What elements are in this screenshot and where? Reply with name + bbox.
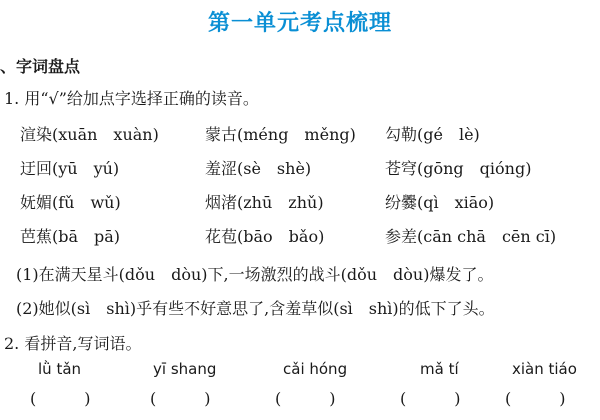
pinyin-word: xiàn tiáo	[512, 360, 577, 378]
question-2-prompt: 2. 看拼音,写词语。	[4, 334, 142, 353]
word-cell: 羞涩(sè shè)	[205, 159, 312, 178]
word-cell: 苍穹(gōng qióng)	[385, 159, 532, 178]
word-cell: 蒙古(méng měng)	[205, 125, 356, 144]
word-cell: 迂回(yū yú)	[20, 159, 120, 178]
pinyin-word: lǜ tǎn	[38, 360, 82, 378]
pinyin-word: yī shang	[153, 360, 217, 378]
word-cell: 渲染(xuān xuàn)	[20, 125, 159, 144]
word-cell: 纷爨(qì xiāo)	[385, 193, 495, 212]
word-cell: 参差(cān chā cēn cī)	[385, 227, 557, 246]
answer-blank[interactable]: ( )	[505, 389, 566, 408]
pinyin-word: mǎ tí	[420, 360, 459, 378]
word-cell: 烟渚(zhū zhǔ)	[205, 193, 324, 212]
sentence-item: (2)她似(sì shì)乎有些不好意思了,含羞草似(sì shì)的低下了头。	[16, 299, 495, 318]
question-1-prompt: 1. 用“√”给加点字选择正确的读音。	[4, 89, 259, 108]
section-heading: 、字词盘点	[0, 57, 81, 76]
answer-blank[interactable]: ( )	[275, 389, 336, 408]
sentence-item: (1)在满天星斗(dǒu dòu)下,一场激烈的战斗(dǒu dòu)爆发了。	[16, 265, 494, 284]
answer-blank[interactable]: ( )	[150, 389, 211, 408]
word-cell: 芭蕉(bā pā)	[20, 227, 121, 246]
answer-blank[interactable]: ( )	[400, 389, 461, 408]
pinyin-word: cǎi hóng	[283, 360, 348, 378]
word-cell: 勾勒(gé lè)	[385, 125, 480, 144]
answer-blank[interactable]: ( )	[30, 389, 91, 408]
page-title: 第一单元考点梳理	[207, 10, 392, 36]
word-cell: 妩媚(fǔ wǔ)	[20, 193, 121, 212]
word-cell: 花苞(bāo bǎo)	[205, 227, 325, 246]
